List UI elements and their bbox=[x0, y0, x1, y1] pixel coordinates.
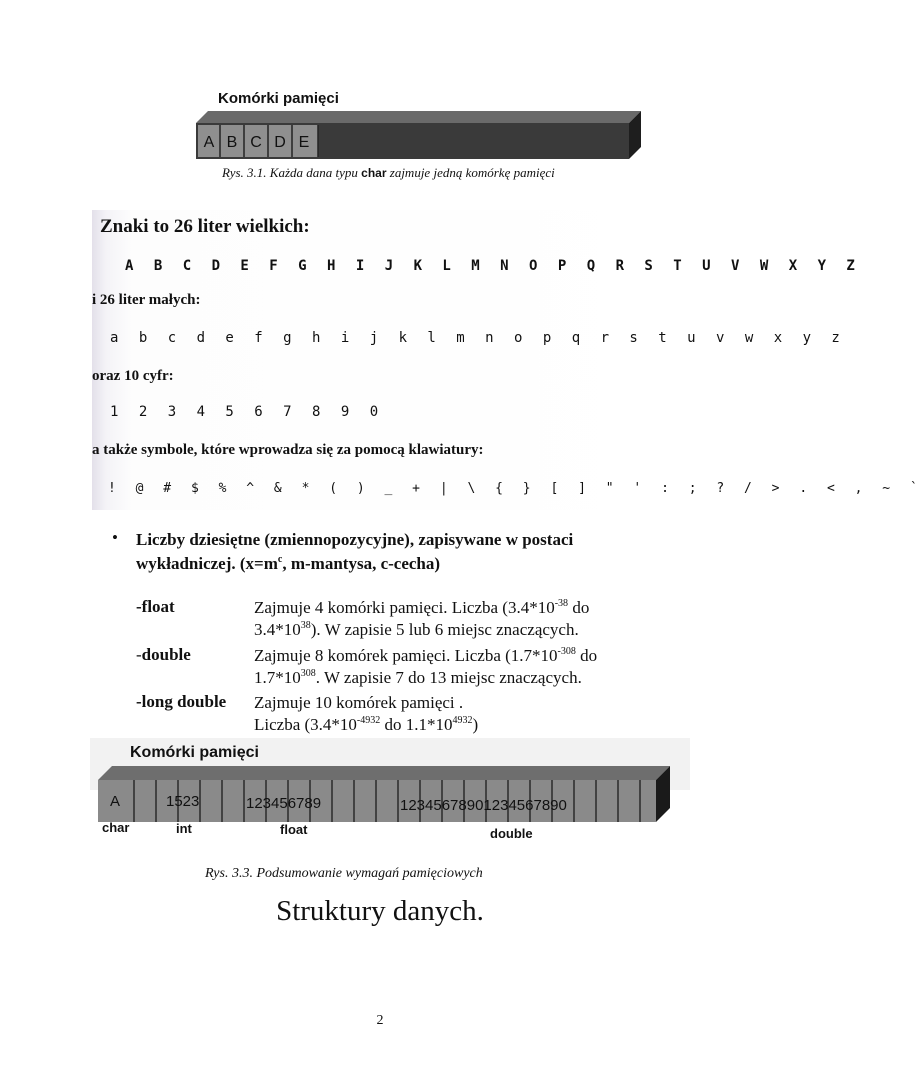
digits: 1 2 3 4 5 6 7 8 9 0 bbox=[110, 404, 385, 420]
symbols-label: a także symbole, które wprowadza się za pomocą klawiatury: bbox=[92, 442, 484, 458]
int-value: 1523 bbox=[166, 793, 200, 810]
float-value: 123456789 bbox=[246, 795, 322, 812]
floating-point-description: Liczby dziesiętne (zmiennopozycyjne), zapisywane w postaci wykładniczej. ($x=m^c$, m-mantysa, c-cecha) bbox=[136, 530, 574, 573]
char-value: A bbox=[110, 793, 121, 810]
figure3-caption: Rys. 3.3. Podsumowanie wymagań pamięciowych bbox=[205, 866, 483, 881]
uppercase-letters: A B C D E F G H I J K L M N O P Q R S T U V W X Y Z bbox=[125, 258, 861, 274]
cell-label: E bbox=[298, 134, 310, 151]
lowercase-label: i 26 liter małych: bbox=[92, 292, 201, 308]
figure1-title: Komórki pamięci bbox=[218, 90, 339, 107]
type-name-long-double: -long double bbox=[136, 692, 227, 711]
type-name-double: -double bbox=[136, 645, 191, 664]
figure3-title: Komórki pamięci bbox=[130, 744, 259, 761]
type-desc-double: Zajmuje 8 komórek pamięci. Liczba ($1.7*10^{-308}$ do $1.7*10^{308}$. W zapisie 7 do 13 miejsc znaczących. bbox=[254, 646, 598, 687]
double-value: 12345678901234567890 bbox=[400, 797, 567, 814]
section-title: Struktury danych. bbox=[276, 895, 484, 927]
lowercase-letters: a b c d e f g h i j k l m n o p q r s t u v w x y z bbox=[110, 330, 846, 346]
cell-label: C bbox=[250, 134, 262, 151]
type-desc-float: Zajmuje 4 komórki pamięci. Liczba ($3.4*10^{-38}$ do $3.4*10^{38}$). W zapisie 5 lub 6 miejsc znaczących. bbox=[254, 598, 590, 639]
char-label: char bbox=[102, 820, 130, 835]
cell-label: B bbox=[226, 134, 238, 151]
cell-label: D bbox=[274, 134, 286, 151]
type-desc-long-double: Zajmuje 10 komórek pamięci . Liczba ($3.4*10^{-4932}$ do $1.1*10^{4932}$) bbox=[254, 693, 479, 734]
figure1-caption: Rys. 3.1. Każda dana typu char zajmuje jedną komórkę pamięci bbox=[222, 165, 555, 180]
float-label: float bbox=[280, 822, 308, 837]
memory-cells-bar-figure3 bbox=[98, 766, 670, 822]
page-number: 2 bbox=[376, 1013, 384, 1028]
type-name-float: -float bbox=[136, 597, 175, 616]
memory-cells-bar-figure1 bbox=[196, 111, 641, 159]
keyboard-symbols: ! @ # $ % ^ & * ( ) _ + | \ { } [ ] " ' : ; ? / > . < , ~ ` bbox=[108, 481, 924, 496]
cell-label: A bbox=[203, 134, 215, 151]
int-label: int bbox=[176, 821, 192, 836]
uppercase-heading: Znaki to 26 liter wielkich: bbox=[100, 216, 310, 237]
bullet-marker: • bbox=[112, 528, 118, 547]
double-label: double bbox=[490, 826, 533, 841]
scanned-charset-panel bbox=[92, 210, 670, 510]
digits-label: oraz 10 cyfr: bbox=[92, 368, 174, 384]
